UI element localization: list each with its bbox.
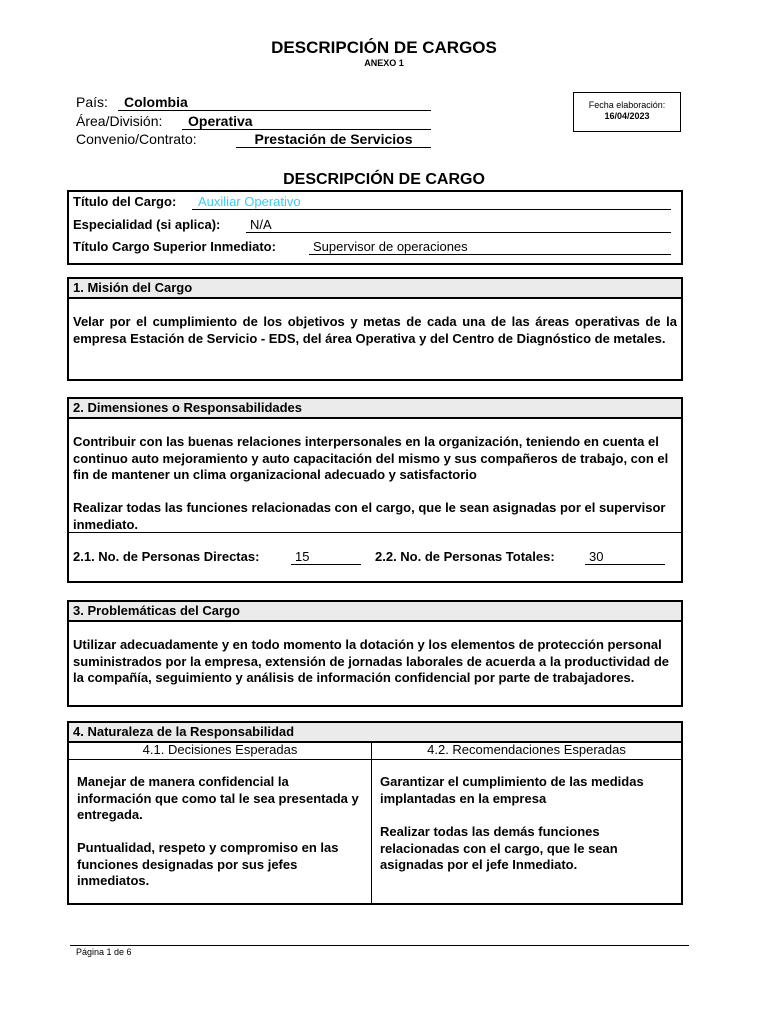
dimensions-para1: Contribuir con las buenas relaciones interpersonales en la organización, teniendo en cuenta el continuo auto mejoramiento y auto capacitación del mismo y sus compañeros de trabajo, con el fin de mantener un clima organizacional adecuado y satisfactorio (73, 434, 669, 482)
area-label: Área/División: (76, 113, 163, 129)
nature-subheader-row (69, 741, 681, 760)
total-people-value: 30 (585, 549, 665, 565)
decisions-header: 4.1. Decisiones Esperadas (142, 742, 298, 757)
direct-people-value: 15 (291, 549, 361, 565)
job-info-box (67, 190, 683, 265)
job-title-label: Título del Cargo: (73, 194, 177, 209)
mission-header: 1. Misión del Cargo (69, 279, 681, 299)
country-label: País: (76, 94, 108, 110)
job-title-value: Auxiliar Operativo (192, 194, 671, 210)
footer-rule (70, 945, 689, 946)
specialty-label: Especialidad (si aplica): (73, 217, 221, 232)
date-box (573, 92, 681, 132)
dimensions-para2: Realizar todas las funciones relacionadas con el cargo, que le sean asignadas por el supervisor inmediato. (73, 500, 666, 532)
direct-people-label: 2.1. No. de Personas Directas: (73, 549, 260, 564)
area-value: Operativa (182, 113, 431, 130)
mission-text: Velar por el cumplimiento de los objetivos y metas de cada una de las áreas operativas de la empresa Estación de Servicio - EDS, del área Operativa y del Centro de Diagnóstico de metales. (73, 314, 677, 346)
recommendations-header: 4.2. Recomendaciones Esperadas (427, 742, 626, 757)
specialty-value: N/A (246, 217, 671, 233)
nature-header: 4. Naturaleza de la Responsabilidad (69, 723, 681, 743)
document-title: DESCRIPCIÓN DE CARGOS (271, 38, 497, 57)
page-number: Página 1 de 6 (76, 947, 132, 957)
nature-box (67, 721, 683, 905)
annex-label: ANEXO 1 (364, 58, 404, 68)
recommendations-para2: Realizar todas las demás funciones relacionadas con el cargo, que le sean asignadas por el jefe Inmediato. (380, 824, 618, 872)
nature-column-divider (371, 741, 372, 903)
problems-header: 3. Problemáticas del Cargo (69, 602, 681, 622)
date-value: 16/04/2023 (604, 111, 650, 121)
problems-text: Utilizar adecuadamente y en todo momento la dotación y los elementos de protección personal suministrados por la empresa, extensión de jornadas laborales de acuerda a la productividad de la compañía, seguimiento y análisis de información confidencial por parte de trabajadores. (73, 637, 670, 685)
dimensions-header: 2. Dimensiones o Responsabilidades (69, 399, 681, 419)
mission-box (67, 277, 683, 381)
decisions-para1: Manejar de manera confidencial la información que como tal le sea presentada y entregada. (77, 774, 359, 822)
superior-value: Supervisor de operaciones (309, 239, 671, 255)
section-title: DESCRIPCIÓN DE CARGO (283, 171, 485, 188)
recommendations-para1: Garantizar el cumplimiento de las medidas implantadas en la empresa (380, 774, 644, 806)
contract-label: Convenio/Contrato: (76, 131, 197, 147)
country-value: Colombia (118, 94, 431, 111)
problems-box (67, 600, 683, 707)
decisions-para2: Puntualidad, respeto y compromiso en las funciones designadas por sus jefes inmediatos. (77, 840, 339, 888)
dimensions-divider (69, 532, 681, 533)
date-label: Fecha elaboración: (588, 100, 666, 110)
superior-label: Título Cargo Superior Inmediato: (73, 239, 276, 254)
contract-value: Prestación de Servicios (236, 131, 431, 148)
dimensions-box (67, 397, 683, 583)
total-people-label: 2.2. No. de Personas Totales: (375, 549, 555, 564)
